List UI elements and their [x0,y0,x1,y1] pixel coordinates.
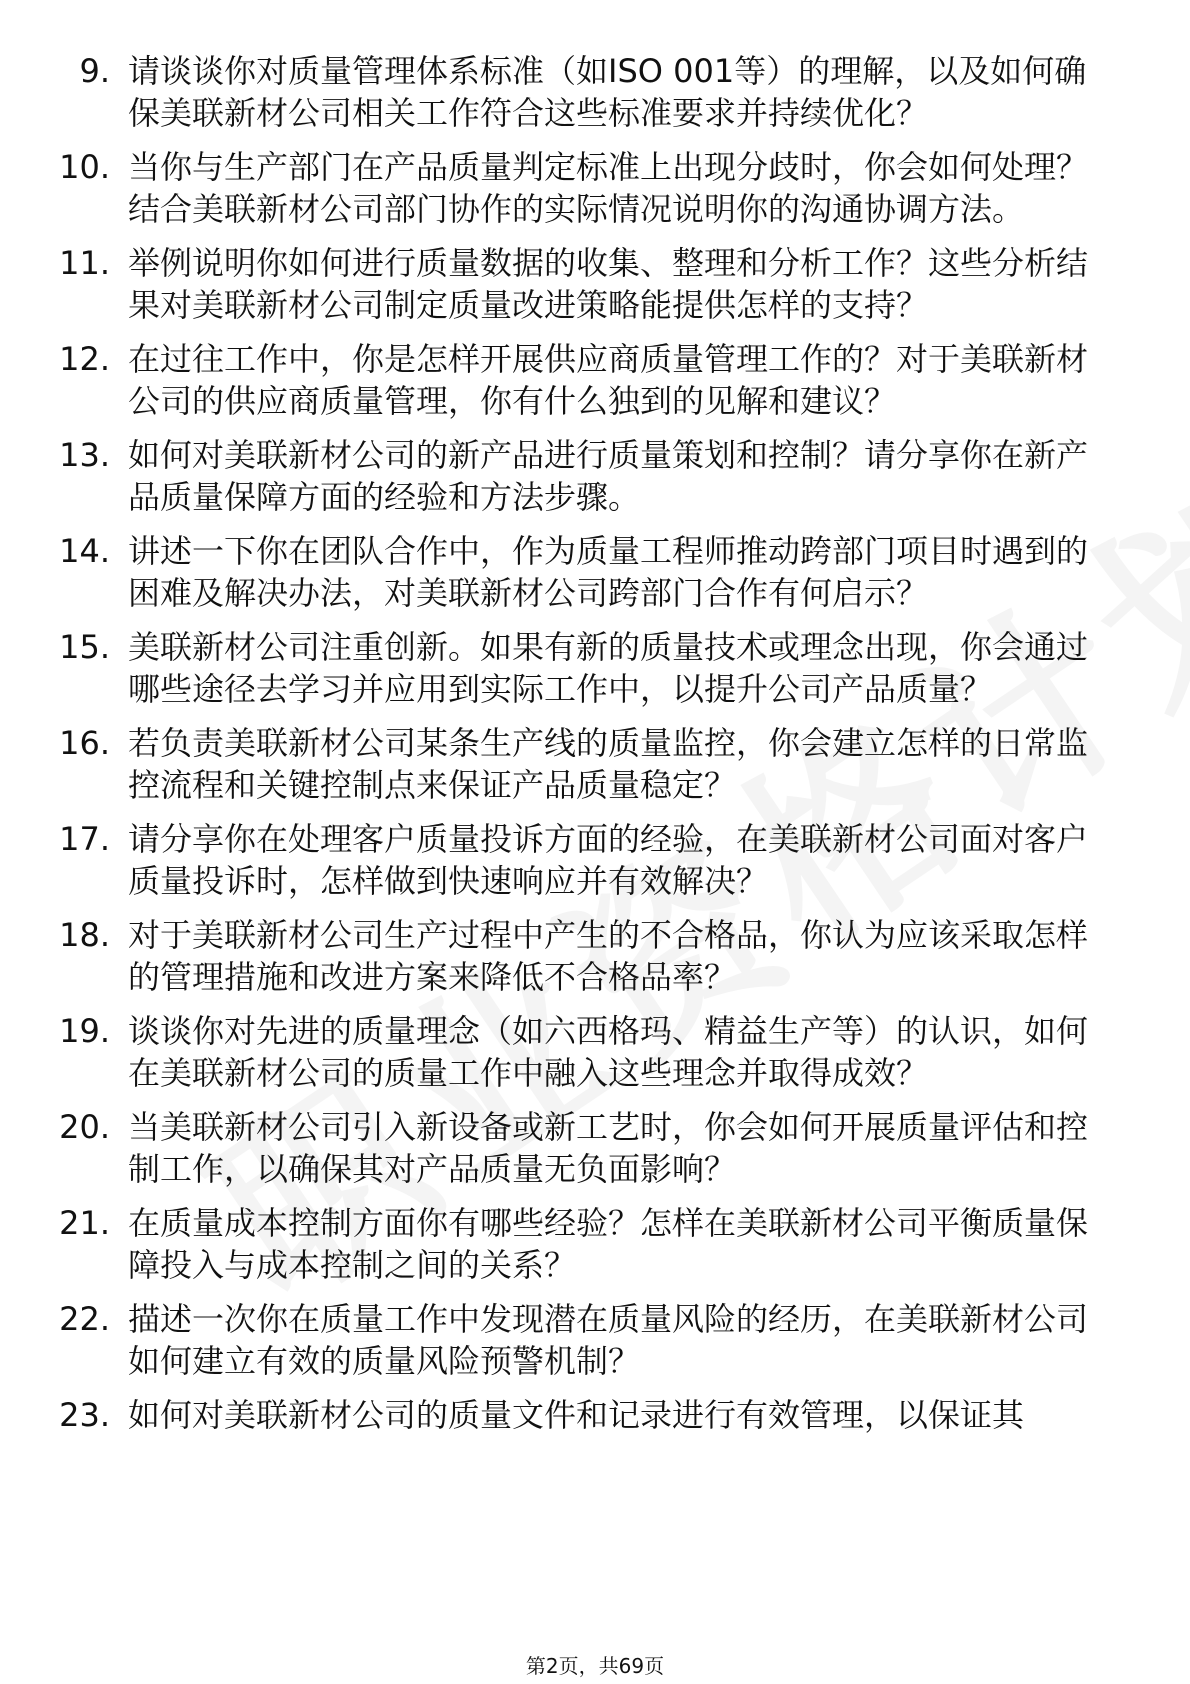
question-item [0,338,1190,422]
question-text: 若负责美联新材公司某条生产线的质量监控，你会建立怎样的日常监控流程和关键控制点来保证产品质量稳定？ [128,724,1089,804]
question-text: 请谈谈你对质量管理体系标准（如ISO 001等）的理解，以及如何确保美联新材公司相关工作符合这些标准要求并持续优化？ [128,52,1087,132]
question-item [0,1298,1190,1382]
question-item [0,434,1190,518]
question-item [0,530,1190,614]
question-number: 15. [59,628,110,666]
question-number: 20. [59,1108,110,1146]
question-text: 当美联新材公司引入新设备或新工艺时，你会如何开展质量评估和控制工作，以确保其对产品质量无负面影响？ [128,1108,1089,1188]
question-text: 谈谈你对先进的质量理念（如六西格玛、精益生产等）的认识，如何在美联新材公司的质量工作中融入这些理念并取得成效？ [128,1012,1089,1092]
question-item [0,146,1190,230]
question-item [0,242,1190,326]
question-number: 16. [59,724,110,762]
question-text: 对于美联新材公司生产过程中产生的不合格品，你认为应该采取怎样的管理措施和改进方案来降低不合格品率？ [128,916,1089,996]
question-item [0,1202,1190,1286]
question-number: 12. [59,340,110,378]
page-footer: 第2页，共69页 [525,1654,665,1678]
question-number: 17. [59,820,110,858]
question-number: 11. [59,244,110,282]
question-text: 在质量成本控制方面你有哪些经验？怎样在美联新材公司平衡质量保障投入与成本控制之间的关系？ [128,1204,1089,1284]
question-number: 9. [79,52,110,90]
question-list [0,50,1190,1448]
question-item [0,626,1190,710]
question-text: 当你与生产部门在产品质量判定标准上出现分歧时，你会如何处理？结合美联新材公司部门协作的实际情况说明你的沟通协调方法。 [128,148,1089,228]
question-text: 在过往工作中，你是怎样开展供应商质量管理工作的？对于美联新材公司的供应商质量管理，你有什么独到的见解和建议？ [128,340,1089,420]
question-number: 22. [59,1300,110,1338]
question-item [0,818,1190,902]
question-number: 19. [59,1012,110,1050]
question-item [0,1394,1190,1436]
question-number: 10. [59,148,110,186]
question-text: 美联新材公司注重创新。如果有新的质量技术或理念出现，你会通过哪些途径去学习并应用到实际工作中，以提升公司产品质量？ [128,628,1089,708]
question-text: 如何对美联新材公司的新产品进行质量策划和控制？请分享你在新产品质量保障方面的经验和方法步骤。 [128,436,1089,516]
question-item [0,50,1190,134]
question-number: 18. [59,916,110,954]
question-text: 请分享你在处理客户质量投诉方面的经验，在美联新材公司面对客户质量投诉时，怎样做到快速响应并有效解决？ [128,820,1089,900]
question-item [0,1106,1190,1190]
question-item [0,722,1190,806]
question-number: 21. [59,1204,110,1242]
question-text: 讲述一下你在团队合作中，作为质量工程师推动跨部门项目时遇到的困难及解决办法，对美联新材公司跨部门合作有何启示？ [128,532,1089,612]
question-item [0,1010,1190,1094]
question-item [0,914,1190,998]
question-text: 举例说明你如何进行质量数据的收集、整理和分析工作？这些分析结果对美联新材公司制定质量改进策略能提供怎样的支持？ [128,244,1089,324]
question-number: 23. [59,1396,110,1434]
question-number: 13. [59,436,110,474]
question-number: 14. [59,532,110,570]
question-text: 描述一次你在质量工作中发现潜在质量风险的经历，在美联新材公司如何建立有效的质量风险预警机制？ [128,1300,1089,1380]
question-text: 如何对美联新材公司的质量文件和记录进行有效管理，以保证其 [128,1396,1025,1434]
